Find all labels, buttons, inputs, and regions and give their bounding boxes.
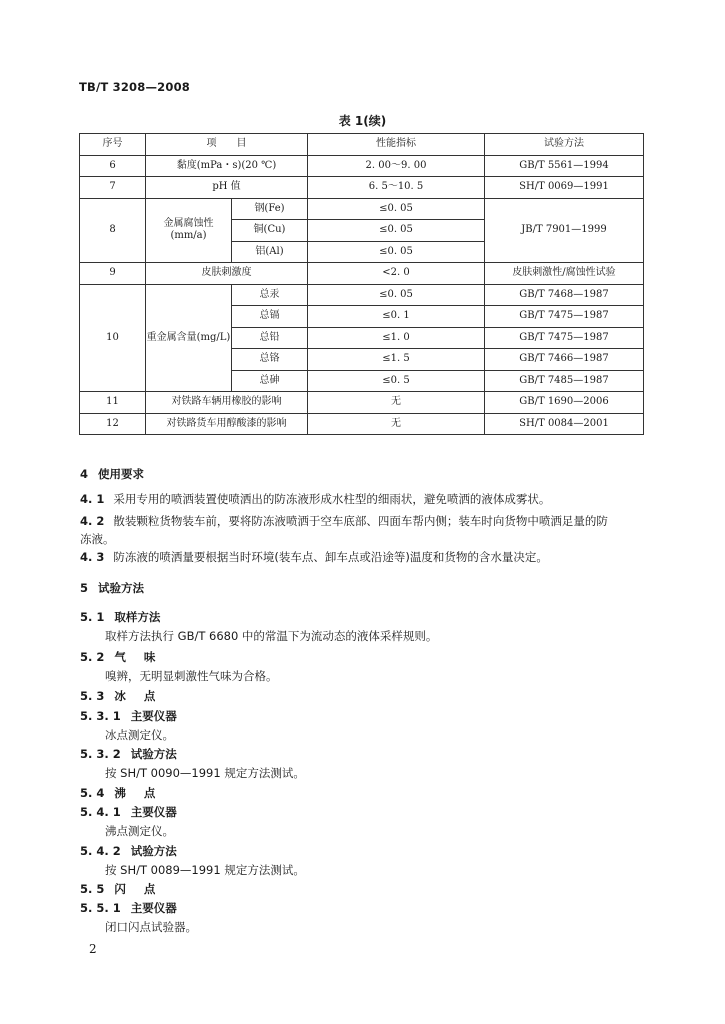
clause-number: 5. 2 [80,650,105,664]
cell-subitem: 总砷 [232,370,308,392]
cell-spec: <2. 0 [308,263,485,285]
clause-title: 试验方法 [130,844,177,858]
cell-spec: 6. 5～10. 5 [308,177,485,199]
cell-spec: ≤1. 5 [308,349,485,371]
section-title: 使用要求 [98,467,145,481]
cell-spec: ≤0. 05 [308,198,485,220]
cell-spec: 无 [308,413,485,435]
table-row [80,177,644,199]
clause-5-3-1-text: 冰点测定仪。 [105,728,174,742]
clause-number: 5. 3. 2 [80,747,121,761]
cell-subitem: 钢(Fe) [232,198,308,220]
clause-5-2-heading [80,649,173,665]
cell-item: 重金属含量(mg/L) [146,284,232,392]
clause-5-4-heading [80,785,173,801]
cell-spec: 无 [308,392,485,414]
cell-method: SH/T 0084—2001 [485,413,644,435]
cell-method: JB/T 7901—1999 [485,198,644,263]
cell-item: 皮肤刺激度 [146,263,308,285]
clause-5-2-text: 嗅辨，无明显刺激性气味为合格。 [105,669,278,683]
table-caption: 表 1(续) [338,114,387,128]
cell-subitem: 铜(Cu) [232,220,308,242]
cell-seq: 8 [80,198,146,263]
table-row [80,392,644,414]
clause-number: 5. 1 [80,610,105,624]
clause-number: 4. 3 [80,550,105,564]
table-row [80,263,644,285]
cell-seq: 6 [80,155,146,177]
cell-method: 皮肤刺激性/腐蚀性试验 [485,263,644,285]
clause-5-1-text: 取样方法执行 GB/T 6680 中的常温下为流动态的液体采样规则。 [105,629,438,643]
clause-text: 防冻液的喷洒量要根据当时环境(装车点、卸车点或沿途等)温度和货物的含水量决定。 [113,550,548,564]
clause-5-5-heading [80,881,173,897]
clause-number: 5. 4. 1 [80,805,121,819]
cell-method: GB/T 7466—1987 [485,349,644,371]
clause-5-5-1-text: 闭口闪点试验器。 [105,920,197,934]
clause-4-1 [80,490,550,509]
table-row [80,198,644,220]
header-spec: 性能指标 [308,134,485,156]
clause-text: 冻液。 [80,532,115,546]
clause-5-3-1-heading [80,708,177,724]
clause-title: 闪点 [114,882,174,896]
cell-item: 黏度(mPa・s)(20 ℃) [146,155,308,177]
clause-title: 主要仪器 [130,901,177,915]
page-number: 2 [89,942,97,956]
cell-subitem: 总铬 [232,349,308,371]
cell-subitem: 铝(Al) [232,241,308,263]
header-seq: 序号 [80,134,146,156]
table-row [80,413,644,435]
cell-subitem: 总镉 [232,306,308,328]
standard-code: TB/T 3208—2008 [79,80,190,94]
table-row [80,284,644,306]
cell-method: GB/T 7475—1987 [485,327,644,349]
cell-method: GB/T 7485—1987 [485,370,644,392]
clause-number: 5. 5 [80,882,105,896]
clause-5-4-2-heading [80,843,177,859]
table-row [80,155,644,177]
section-5-heading [80,580,144,596]
cell-spec: ≤0. 1 [308,306,485,328]
section-title: 试验方法 [98,581,145,595]
cell-item: 对铁路车辆用橡胶的影响 [146,392,308,414]
clause-text: 采用专用的喷洒装置使喷洒出的防冻液形成水柱型的细雨状，避免喷洒的液体成雾状。 [113,492,551,506]
cell-method: GB/T 1690—2006 [485,392,644,414]
clause-5-3-2-heading [80,746,177,762]
clause-number: 5. 4 [80,786,105,800]
section-number: 5 [80,581,89,595]
cell-seq: 9 [80,263,146,285]
cell-subitem: 总汞 [232,284,308,306]
clause-number: 4. 2 [80,514,105,528]
clause-5-1-heading [80,609,160,625]
clause-number: 4. 1 [80,492,105,506]
cell-subitem: 总铅 [232,327,308,349]
cell-seq: 12 [80,413,146,435]
clause-title: 试验方法 [130,747,177,761]
clause-number: 5. 3. 1 [80,709,121,723]
table-header-row [80,134,644,156]
clause-5-3-2-text: 按 SH/T 0090—1991 规定方法测试。 [105,766,305,780]
clause-number: 5. 5. 1 [80,901,121,915]
cell-spec: ≤0. 05 [308,220,485,242]
cell-method: GB/T 7475—1987 [485,306,644,328]
cell-spec: ≤0. 05 [308,241,485,263]
clause-title: 主要仪器 [130,709,177,723]
header-item: 项 目 [146,134,308,156]
clause-5-4-1-text: 沸点测定仪。 [105,824,174,838]
cell-spec: 2. 00～9. 00 [308,155,485,177]
clause-5-3-heading [80,688,173,704]
header-method: 试验方法 [485,134,644,156]
cell-seq: 7 [80,177,146,199]
clause-title: 冰点 [114,689,174,703]
clause-4-3 [80,548,548,567]
clause-title: 沸点 [114,786,174,800]
clause-5-5-1-heading [80,900,177,916]
cell-method: SH/T 0069—1991 [485,177,644,199]
cell-item: 金属腐蚀性 (mm/a) [146,198,232,263]
clause-5-4-2-text: 按 SH/T 0089—1991 规定方法测试。 [105,863,305,877]
clause-5-4-1-heading [80,804,177,820]
clause-4-2 [80,512,608,531]
clause-4-2-cont [80,530,115,549]
cell-seq: 10 [80,284,146,392]
cell-item: pH 值 [146,177,308,199]
clause-number: 5. 3 [80,689,105,703]
cell-item: 对铁路货车用醇酸漆的影响 [146,413,308,435]
section-4-heading [80,466,144,482]
spec-table [79,133,644,435]
clause-title: 取样方法 [114,610,161,624]
clause-text: 散装颗粒货物装车前，要将防冻液喷洒于空车底部、四面车帮内侧；装车时向货物中喷洒足量的防 [113,514,608,528]
cell-spec: ≤0. 05 [308,284,485,306]
clause-number: 5. 4. 2 [80,844,121,858]
cell-spec: ≤0. 5 [308,370,485,392]
cell-method: GB/T 5561—1994 [485,155,644,177]
cell-method: GB/T 7468—1987 [485,284,644,306]
section-number: 4 [80,467,89,481]
cell-spec: ≤1. 0 [308,327,485,349]
clause-title: 主要仪器 [130,805,177,819]
clause-title: 气味 [114,650,174,664]
cell-seq: 11 [80,392,146,414]
